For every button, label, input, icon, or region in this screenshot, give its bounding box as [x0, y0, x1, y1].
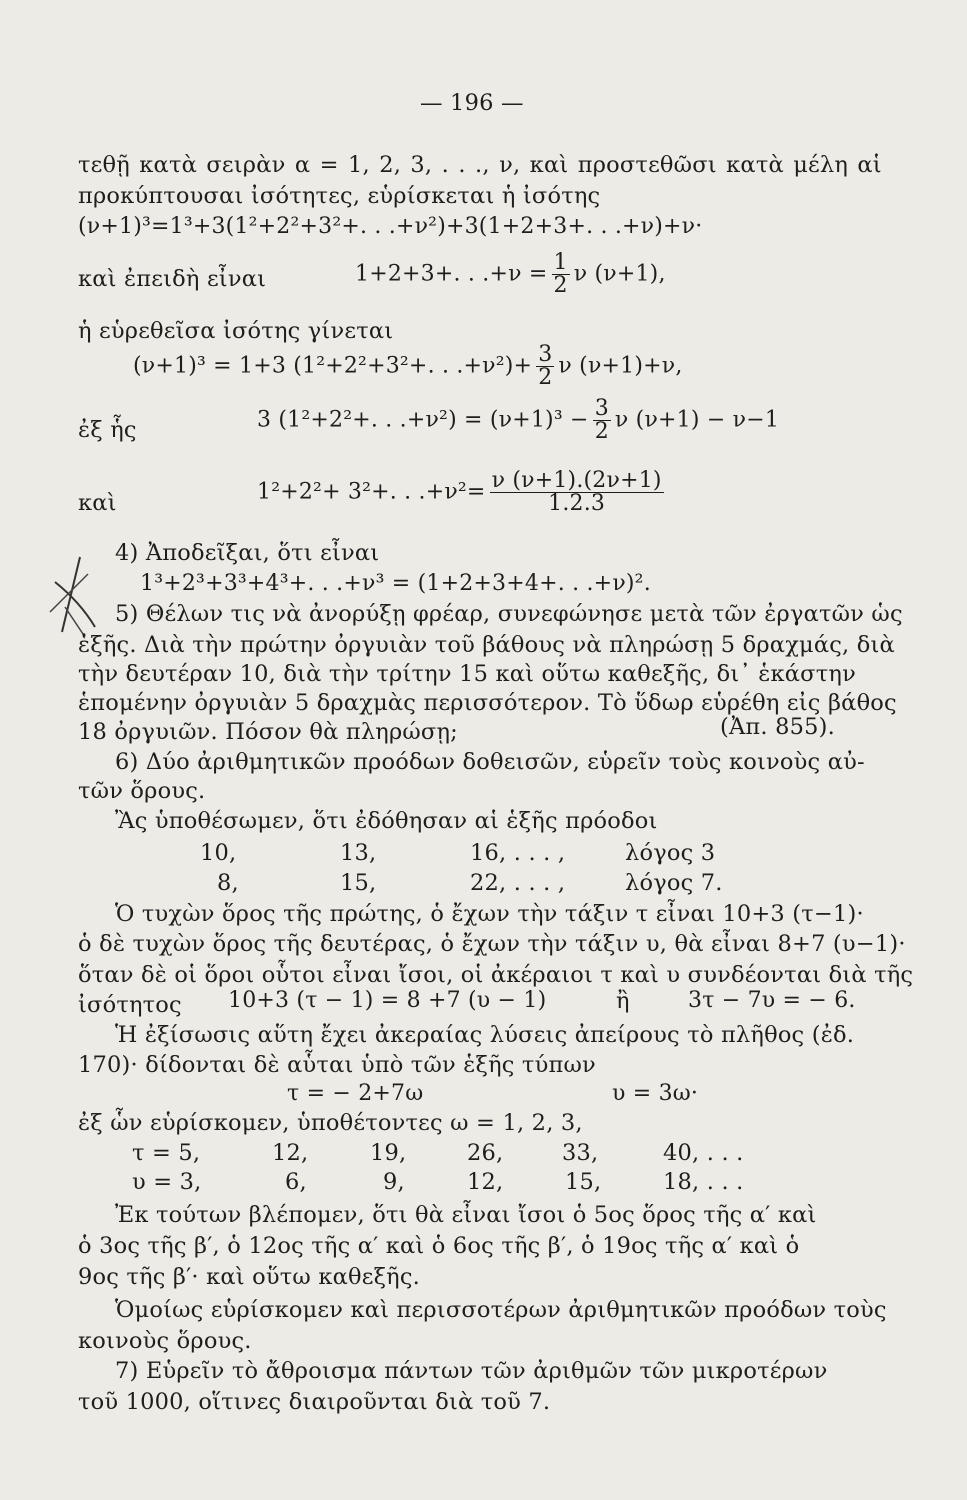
fraction: $\frac{\nu (\nu+1).(2\nu+1)}{1.2.3}$	[491, 468, 662, 516]
progression-term: 15,	[340, 870, 377, 896]
solution-value: 6,	[285, 1169, 307, 1195]
equation-line: 1+2+3+. . .+ν = $\frac{1}{2}$ ν (ν+1),	[355, 250, 666, 298]
text-line: καὶ	[78, 490, 117, 516]
equation-line: 1²+2²+ 3²+. . .+ν²= $\frac{\nu (\nu+1).(2\nu+1)}{1.2.3}$	[257, 468, 662, 516]
text-line: Ἂς ὑποθέσωμεν, ὅτι ἐδόθησαν αἱ ἑξῆς πρόοδοι	[115, 808, 658, 834]
progression-ratio: λόγος 3	[625, 840, 716, 866]
solution-value: 9,	[383, 1169, 405, 1195]
text-line: ὁ 3ος τῆς β′, ὁ 12ος τῆς α′ καὶ ὁ 6ος τῆς β′, ὁ 19ος τῆς α′ καὶ ὁ	[78, 1233, 800, 1259]
equation-line: 3τ − 7υ = − 6.	[688, 988, 856, 1013]
text-line: Ἡ ἐξίσωσις αὕτη ἔχει ἀκεραίας λύσεις ἀπείρους τὸ πλῆθος (ἐδ.	[115, 1022, 855, 1048]
progression-term: 8,	[217, 870, 239, 896]
text-line: ἐξ ἧς	[78, 417, 137, 443]
text-line: ἢ	[616, 988, 630, 1014]
text-line: 4) Ἀποδεῖξαι, ὅτι εἶναι	[115, 540, 380, 566]
text-line: 9ος τῆς β′· καὶ οὕτω καθεξῆς.	[78, 1264, 421, 1290]
solution-value: 12,	[272, 1140, 309, 1166]
text-line: προκύπτουσαι ἰσότητες, εὑρίσκεται ἡ ἰσότης	[78, 183, 601, 209]
text-line: τοῦ 1000, οἵτινες διαιροῦνται διὰ τοῦ 7.	[78, 1389, 551, 1415]
text-line: 5) Θέλων τις νὰ ἀνορύξῃ φρέαρ, συνεφώνησε μετὰ τῶν ἐργατῶν ὡς	[115, 601, 903, 627]
progression-term: 13,	[340, 840, 377, 866]
text-line: ὅταν δὲ οἱ ὅροι οὗτοι εἶναι ἴσοι, οἱ ἀκέραιοι τ καὶ υ συνδέονται διὰ τῆς	[78, 962, 914, 988]
text-line: Ὁ τυχὼν ὅρος τῆς πρώτης, ὁ ἔχων τὴν τάξιν τ εἶναι 10+3 (τ−1)·	[115, 901, 864, 927]
solution-value: 15,	[565, 1169, 602, 1195]
text-line: Ἐκ τούτων βλέπομεν, ὅτι θὰ εἶναι ἴσοι ὁ 5ος ὅρος τῆς α′ καὶ	[115, 1202, 817, 1228]
text-line: ἑξῆς. Διὰ τὴν πρώτην ὀργυιὰν τοῦ βάθους νὰ πληρώσῃ 5 δραχμάς, διὰ	[78, 632, 895, 658]
text-line: κοινοὺς ὅρους.	[78, 1328, 252, 1354]
solution-value: 33,	[562, 1140, 599, 1166]
solution-value: 26,	[467, 1140, 504, 1166]
solution-value: υ = 3,	[132, 1169, 202, 1195]
text-line: 6) Δύο ἀριθμητικῶν προόδων δοθεισῶν, εὑρεῖν τοὺς κοινοὺς αὐ-	[115, 749, 865, 775]
fraction: $\frac{1}{2}$	[553, 250, 568, 298]
solution-value: 19,	[370, 1140, 407, 1166]
progression-term: 16, . . . ,	[470, 840, 566, 866]
text-line: ἰσότητος	[78, 992, 182, 1018]
text-line: ὁ δὲ τυχὼν ὅρος τῆς δευτέρας, ὁ ἔχων τὴν τάξιν υ, θὰ εἶναι 8+7 (υ−1)·	[78, 931, 906, 957]
solution-value: τ = 5,	[132, 1140, 201, 1166]
text-line: τεθῇ κατὰ σειρὰν α = 1, 2, 3, . . ., ν, καὶ προστεθῶσι κατὰ μέλη αἱ	[78, 152, 882, 178]
equation-line: 3 (1²+2²+. . .+ν²) = (ν+1)³ − $\frac{3}{2}$ ν (ν+1) − ν−1	[257, 396, 780, 444]
text-line: καὶ ἐπειδὴ εἶναι	[78, 266, 267, 292]
progression-term: 22, . . . ,	[470, 870, 566, 896]
fraction: $\frac{3}{2}$	[594, 396, 609, 444]
solution-value: 12,	[467, 1169, 504, 1195]
text-line: ἑπομένην ὀργυιὰν 5 δραχμὰς περισσότερον. Τὸ ὕδωρ εὑρέθη εἰς βάθος	[78, 690, 897, 716]
text-line: τὴν δευτέραν 10, διὰ τὴν τρίτην 15 καὶ οὕτω καθεξῆς, δι᾽ ἑκάστην	[78, 661, 856, 687]
equation-line: τ = − 2+7ω	[287, 1081, 424, 1106]
fraction: $\frac{3}{2}$	[538, 342, 553, 390]
text-line: 170)· δίδονται δὲ αὗται ὑπὸ τῶν ἑξῆς τύπων	[78, 1052, 596, 1078]
equation-line: 1³+2³+3³+4³+. . .+ν³ = (1+2+3+4+. . .+ν)².	[140, 571, 651, 596]
equation-line: (ν+1)³=1³+3(1²+2²+3²+. . .+ν²)+3(1+2+3+. . .+ν)+ν·	[78, 214, 703, 239]
progression-ratio: λόγος 7.	[625, 870, 723, 896]
answer-text: (Ἀπ. 855).	[720, 714, 835, 740]
solution-value: 18, . . .	[663, 1169, 744, 1195]
pencil-mark-icon	[40, 552, 110, 642]
text-line: 7) Εὑρεῖν τὸ ἄθροισμα πάντων τῶν ἀριθμῶν τῶν μικροτέρων	[115, 1358, 828, 1384]
text-line: Ὁμοίως εὑρίσκομεν καὶ περισσοτέρων ἀριθμητικῶν προόδων τοὺς	[115, 1297, 887, 1323]
text-line: ἡ εὑρεθεῖσα ἰσότης γίνεται	[78, 318, 394, 344]
equation-line: 10+3 (τ − 1) = 8 +7 (υ − 1)	[228, 988, 547, 1013]
page-number: — 196 —	[420, 90, 524, 116]
text-line: 18 ὀργυιῶν. Πόσον θὰ πληρώσῃ;	[78, 719, 458, 745]
equation-line: υ = 3ω·	[612, 1081, 699, 1106]
text-line: τῶν ὅρους.	[78, 778, 206, 804]
solution-value: 40, . . .	[663, 1140, 744, 1166]
text-line: ἐξ ὧν εὑρίσκομεν, ὑποθέτοντες ω = 1, 2, 3,	[78, 1110, 583, 1136]
equation-line: (ν+1)³ = 1+3 (1²+2²+3²+. . .+ν²)+ $\frac{3}{2}$ ν (ν+1)+ν,	[133, 342, 683, 390]
progression-term: 10,	[200, 840, 237, 866]
